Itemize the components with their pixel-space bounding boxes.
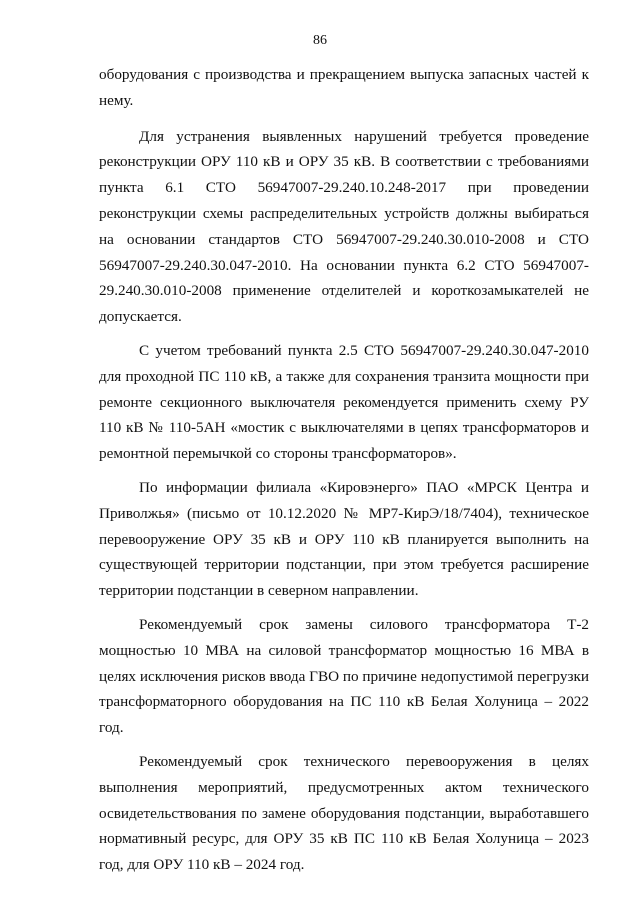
paragraph-continuation: оборудования с производства и прекращением выпуска запасных частей к нему.	[99, 66, 589, 109]
body-text	[99, 62, 589, 886]
page-number: 86	[313, 33, 327, 48]
paragraph-reconstruction-requirements: Для устранения выявленных нарушений требуется проведение реконструкции ОРУ 110 кВ и ОРУ 35 кВ. В соответствии с требованиями пункта 6.1 СТО 56947007-29.240.10.248-2017 при проведении реконструкции схемы распределительных устройств должны выбираться на основании стандартов СТО 56947007-29.240.30.010-2008 и СТО 56947007-29.240.30.047-2010. На основании пункта 6.2 СТО 56947007-29.240.30.010-2008 применение отделителей и короткозамыкателей не допускается.	[99, 127, 589, 326]
paragraph-branch-information: По информации филиала «Кировэнерго» ПАО «МРСК Центра и Приволжья» (письмо от 10.12.2020 № МР7-КирЭ/18/7404), техническое перевооружение ОРУ 35 кВ и ОРУ 110 кВ планируется выполнить на существующей территории подстанции, при этом требуется расширение территории подстанции в северном направлении.	[99, 478, 589, 600]
paragraph-re-equipment-schedule: Рекомендуемый срок технического перевооружения в целях выполнения мероприятий, предусмотренных актом технического освидетельствования по замене оборудования подстанции, выработавшего нормативный ресурс, для ОРУ 35 кВ ПС 110 кВ Белая Холуница – 2023 год, для ОРУ 110 кВ – 2024 год.	[99, 752, 589, 874]
paragraph-scheme-recommendation: С учетом требований пункта 2.5 СТО 56947007-29.240.30.047-2010 для проходной ПС 110 кВ, а также для сохранения транзита мощности при ремонте секционного выключателя рекомендуется применить схему РУ 110 кВ № 110-5АН «мостик с выключателями в цепях трансформаторов и ремонтной перемычкой со стороны трансформаторов».	[99, 341, 589, 463]
paragraph-transformer-replacement: Рекомендуемый срок замены силового трансформатора Т-2 мощностью 10 МВА на силовой трансформатор мощностью 16 МВА в целях исключения рисков ввода ГВО по причине недопустимой перегрузки трансформаторного оборудования на ПС 110 кВ Белая Холуница – 2022 год.	[99, 615, 589, 737]
